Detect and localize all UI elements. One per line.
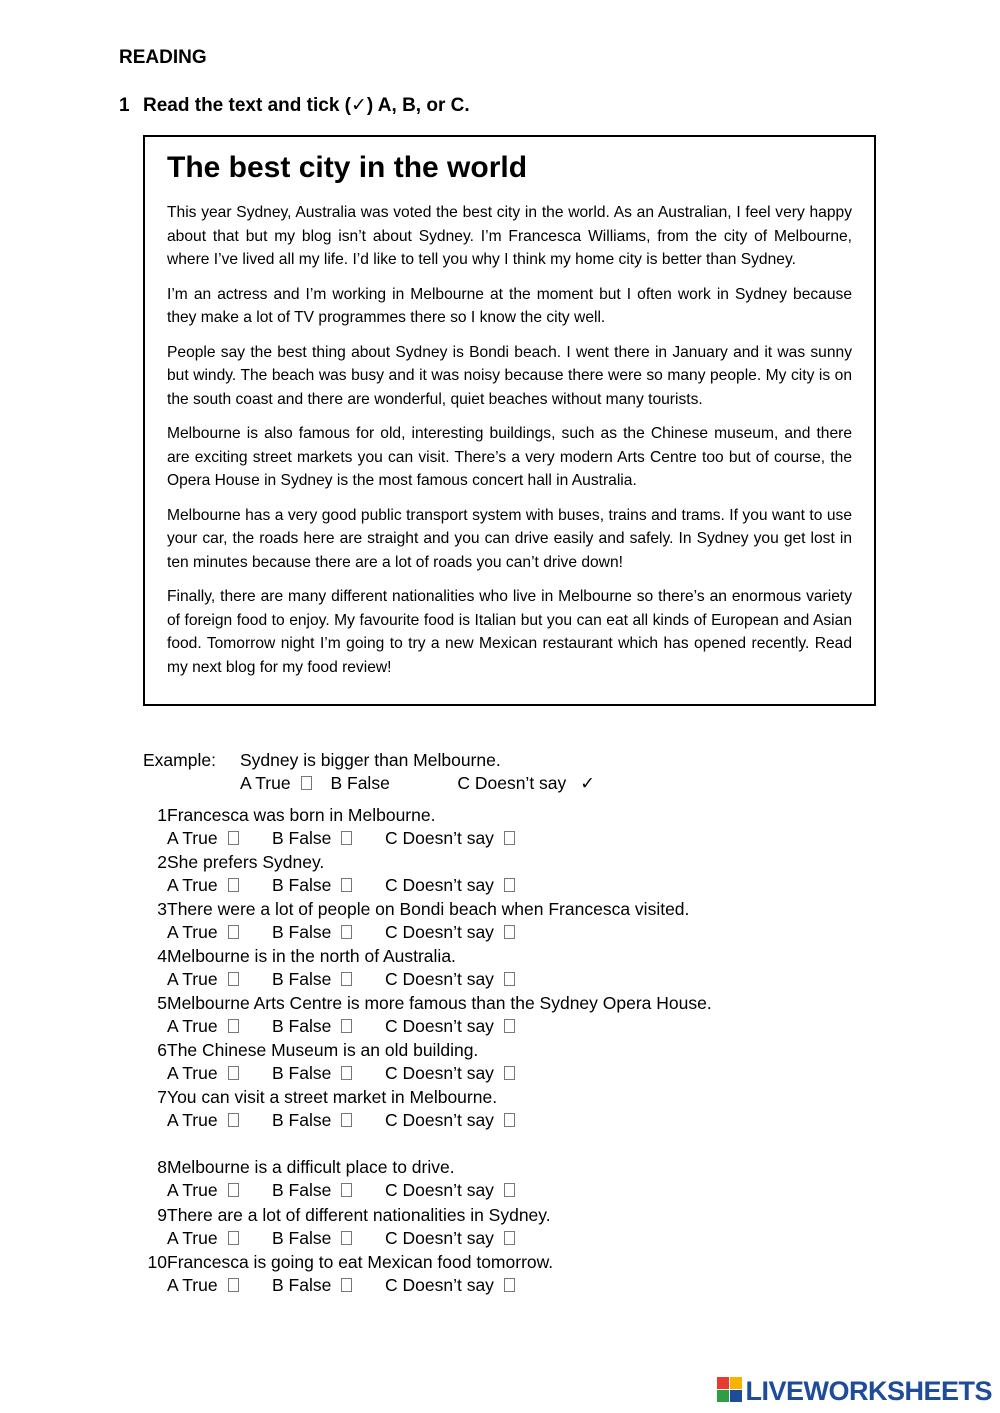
example-option-c (457, 773, 595, 794)
option-c (385, 1063, 515, 1084)
option-c (385, 1275, 515, 1296)
question-item (143, 1087, 515, 1131)
option-c (385, 828, 515, 849)
checkbox[interactable] (301, 776, 312, 790)
question-item (143, 899, 689, 943)
option-b-label: B False (272, 1063, 332, 1083)
checkbox[interactable] (341, 1066, 352, 1080)
option-a (167, 969, 272, 990)
answer-options (167, 1110, 515, 1131)
reading-passage (143, 135, 876, 706)
instruction-number: 1 (119, 95, 130, 116)
checkbox[interactable] (228, 1113, 239, 1127)
option-a (167, 1016, 272, 1037)
checkbox[interactable] (341, 1019, 352, 1033)
option-a (167, 1228, 272, 1249)
option-a-label: A True (167, 1180, 218, 1200)
checkbox[interactable] (341, 925, 352, 939)
option-c-label: C Doesn’t say (457, 773, 567, 793)
option-a (167, 1180, 272, 1201)
tick-icon: ✓ (580, 773, 595, 793)
question-number: 4 (157, 946, 167, 966)
question-number: 3 (157, 899, 167, 919)
option-b (272, 828, 385, 849)
option-c (385, 1110, 515, 1131)
question-item (143, 852, 515, 896)
checkbox[interactable] (228, 1278, 239, 1292)
answer-options (167, 1016, 712, 1037)
checkbox[interactable] (341, 1183, 352, 1197)
answer-options (167, 969, 515, 990)
option-b-label: B False (272, 922, 332, 942)
checkbox[interactable] (504, 1183, 515, 1197)
option-b-label: B False (330, 773, 390, 793)
checkbox[interactable] (228, 831, 239, 845)
option-b-label: B False (272, 1110, 332, 1130)
option-c (385, 1180, 515, 1201)
checkbox[interactable] (228, 925, 239, 939)
passage-paragraph: Finally, there are many different nationalities who live in Melbourne so there’s an enormous variety of foreign food to enjoy. My favourite food is Italian but you can eat all kinds of European and Asian food. Tomorrow night I’m going to try a new Mexican restaurant which has opened recently. Read my next blog for my food review! (167, 588, 852, 676)
option-c-label: C Doesn’t say (385, 1275, 494, 1295)
question-text: The Chinese Museum is an old building. (167, 1040, 479, 1060)
question-item (143, 1205, 551, 1249)
instruction (119, 94, 470, 117)
option-b-label: B False (272, 1228, 332, 1248)
option-b-label: B False (272, 969, 332, 989)
checkbox[interactable] (228, 1019, 239, 1033)
question-text: Melbourne is a difficult place to drive. (167, 1157, 455, 1177)
question-text: You can visit a street market in Melbourne. (167, 1087, 498, 1107)
option-a-label: A True (167, 1110, 218, 1130)
question-number: 1 (157, 805, 167, 825)
option-c-label: C Doesn’t say (385, 1180, 494, 1200)
option-a-label: A True (167, 969, 218, 989)
checkbox[interactable] (341, 1231, 352, 1245)
option-a (167, 1275, 272, 1296)
question-number: 2 (157, 852, 167, 872)
option-c-label: C Doesn’t say (385, 1016, 494, 1036)
option-b-label: B False (272, 1016, 332, 1036)
option-a-label: A True (167, 922, 218, 942)
option-b-label: B False (272, 1180, 332, 1200)
section-heading: READING (119, 47, 207, 68)
question-text: Francesca was born in Melbourne. (167, 805, 436, 825)
answer-options (167, 828, 515, 849)
option-b (272, 875, 385, 896)
example-options (240, 773, 595, 794)
option-c (385, 875, 515, 896)
checkbox[interactable] (341, 972, 352, 986)
checkbox[interactable] (504, 972, 515, 986)
answer-options (167, 1228, 551, 1249)
answer-options (167, 922, 689, 943)
option-a-label: A True (167, 1016, 218, 1036)
option-a (167, 1110, 272, 1131)
option-c (385, 969, 515, 990)
option-c-label: C Doesn’t say (385, 1228, 494, 1248)
option-c (385, 922, 515, 943)
option-a-label: A True (167, 828, 218, 848)
answer-options (167, 1063, 515, 1084)
passage-paragraph: Melbourne has a very good public transport system with buses, trains and trams. If you want to use your car, the roads here are straight and you can drive easily and safely. In Sydney you get lost in ten minutes because there are a lot of roads you can’t drive down! (167, 506, 852, 571)
option-b (272, 1110, 385, 1131)
option-a-label: A True (167, 1063, 218, 1083)
option-b (272, 922, 385, 943)
question-number: 8 (157, 1157, 167, 1177)
passage-paragraph: People say the best thing about Sydney is Bondi beach. I went there in January and it was sunny but windy. The beach was busy and it was noisy because there were so many people. My city is on the south coast and there are wonderful, quiet beaches without many tourists. (167, 343, 852, 408)
question-item (143, 1040, 515, 1084)
question-item (143, 993, 712, 1037)
answer-options (167, 875, 515, 896)
example-option-b (330, 773, 452, 794)
checkbox[interactable] (504, 1113, 515, 1127)
option-a-label: A True (240, 773, 291, 793)
option-b-label: B False (272, 875, 332, 895)
option-c (385, 1228, 515, 1249)
option-b (272, 1180, 385, 1201)
liveworksheets-logo (717, 1376, 992, 1407)
instruction-text: Read the text and tick (✓) A, B, or C. (143, 95, 470, 116)
option-c-label: C Doesn’t say (385, 922, 494, 942)
option-c-label: C Doesn’t say (385, 969, 494, 989)
passage-title: The best city in the world (167, 151, 528, 184)
option-a-label: A True (167, 1228, 218, 1248)
checkbox[interactable] (341, 1278, 352, 1292)
option-c-label: C Doesn’t say (385, 828, 494, 848)
question-text: She prefers Sydney. (167, 852, 325, 872)
question-item (143, 1157, 515, 1201)
option-a (167, 875, 272, 896)
option-b (272, 969, 385, 990)
question-number: 9 (157, 1205, 167, 1225)
answer-options (167, 1180, 515, 1201)
checkbox[interactable] (228, 1066, 239, 1080)
option-a-label: A True (167, 1275, 218, 1295)
question-text: Melbourne Arts Centre is more famous than the Sydney Opera House. (167, 993, 712, 1013)
checkbox[interactable] (504, 878, 515, 892)
checkbox[interactable] (504, 1231, 515, 1245)
example-label: Example: (143, 750, 216, 770)
question-text: There are a lot of different nationalities in Sydney. (167, 1205, 551, 1225)
checkbox[interactable] (504, 1019, 515, 1033)
liveworksheets-logo-icon (717, 1377, 743, 1403)
logo-text: LIVEWORKSHEETS (745, 1376, 992, 1406)
example-line (143, 750, 501, 771)
passage-paragraph: I’m an actress and I’m working in Melbourne at the moment but I often work in Sydney because they make a lot of TV programmes there so I know the city well. (167, 285, 852, 326)
checkbox[interactable] (228, 878, 239, 892)
option-c-label: C Doesn’t say (385, 1063, 494, 1083)
checkbox[interactable] (228, 1231, 239, 1245)
question-text: Francesca is going to eat Mexican food tomorrow. (167, 1252, 554, 1272)
checkbox[interactable] (504, 831, 515, 845)
option-c-label: C Doesn’t say (385, 1110, 494, 1130)
question-text: Melbourne is in the north of Australia. (167, 946, 456, 966)
question-number: 7 (157, 1087, 167, 1107)
checkbox[interactable] (341, 878, 352, 892)
option-c-label: C Doesn’t say (385, 875, 494, 895)
checkbox[interactable] (341, 831, 352, 845)
checkbox[interactable] (504, 1066, 515, 1080)
option-b (272, 1228, 385, 1249)
option-a-label: A True (167, 875, 218, 895)
question-item (143, 946, 515, 990)
passage-paragraph: This year Sydney, Australia was voted the best city in the world. As an Australian, I feel very happy about that but my blog isn’t about Sydney. I’m Francesca Williams, from the city of Melbourne, where I’ve lived all my life. I’d like to tell you why I think my home city is better than Sydney. (167, 204, 852, 268)
passage-paragraph: Melbourne is also famous for old, interesting buildings, such as the Chinese museum, and there are exciting street markets you can visit. There’s a very modern Arts Centre too but of course, the Opera House in Sydney is the most famous concert hall in Australia. (167, 425, 852, 489)
checkbox[interactable] (504, 1278, 515, 1292)
option-b (272, 1275, 385, 1296)
checkbox[interactable] (341, 1113, 352, 1127)
option-b-label: B False (272, 1275, 332, 1295)
checkbox[interactable] (228, 1183, 239, 1197)
option-b (272, 1016, 385, 1037)
checkbox[interactable] (228, 972, 239, 986)
question-number: 10 (147, 1252, 167, 1272)
answer-options (167, 1275, 553, 1296)
question-text: There were a lot of people on Bondi beach when Francesca visited. (167, 899, 690, 919)
option-c (385, 1016, 515, 1037)
question-number: 5 (157, 993, 167, 1013)
question-item (131, 1252, 553, 1296)
option-a (167, 828, 272, 849)
example-option-a (240, 773, 312, 794)
option-b (272, 1063, 385, 1084)
option-b-label: B False (272, 828, 332, 848)
checkbox[interactable] (504, 925, 515, 939)
option-a (167, 1063, 272, 1084)
question-item (143, 805, 515, 849)
option-a (167, 922, 272, 943)
question-number: 6 (157, 1040, 167, 1060)
example-statement: Sydney is bigger than Melbourne. (240, 750, 501, 770)
